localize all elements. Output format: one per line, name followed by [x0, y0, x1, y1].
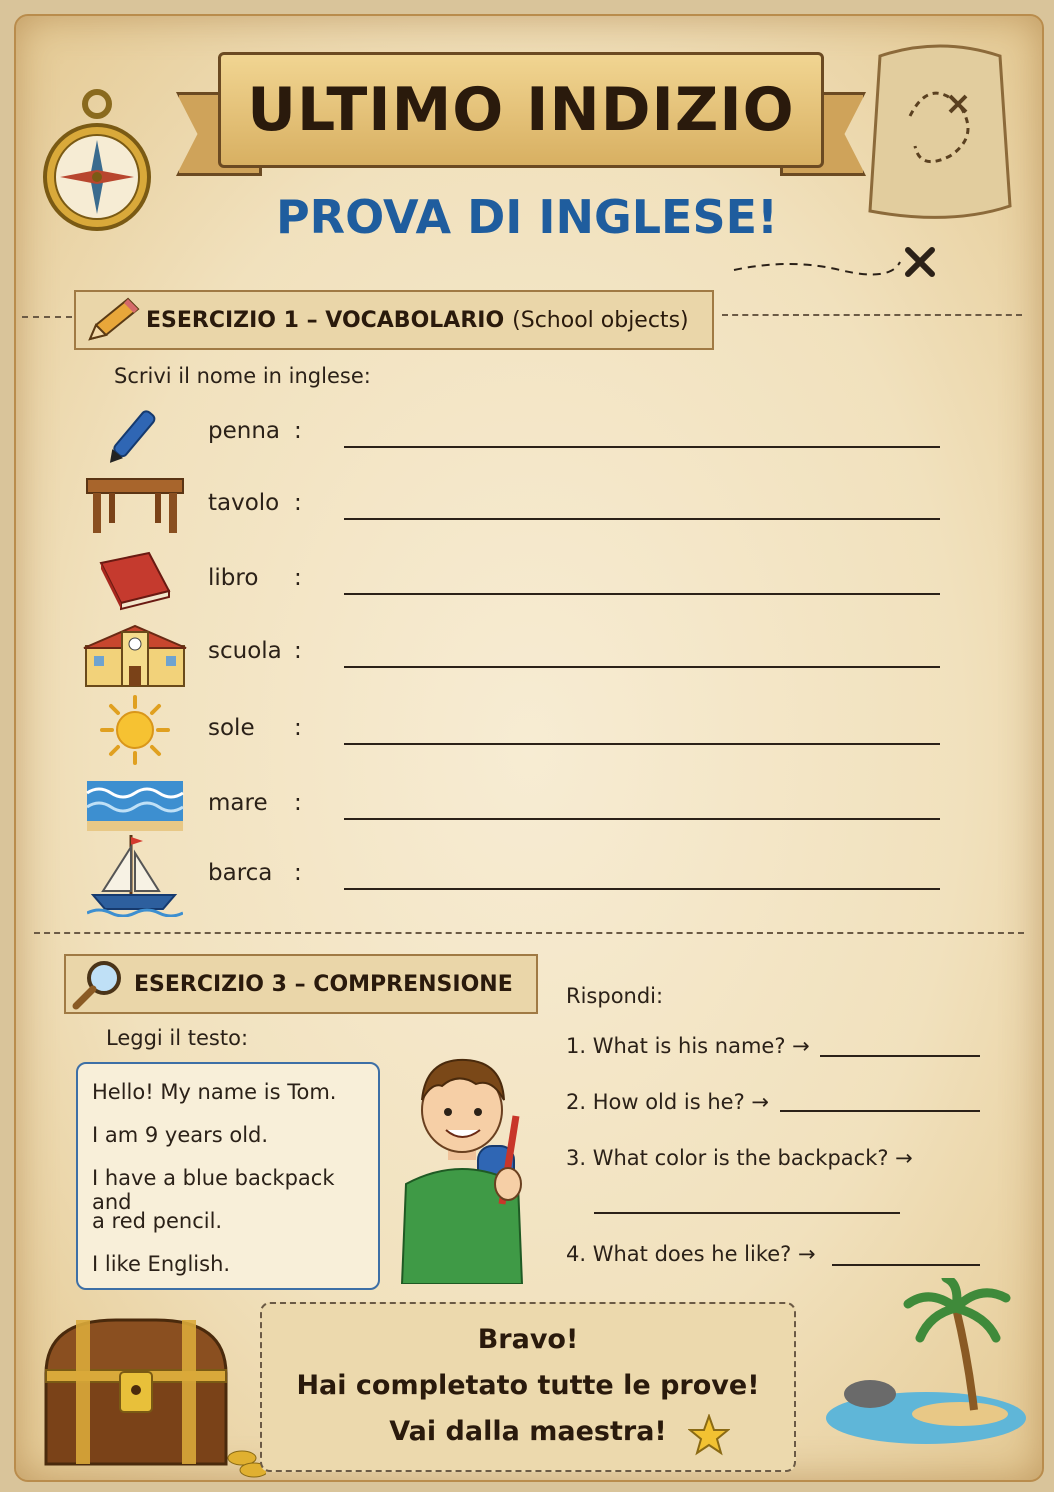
vocab-colon: : — [294, 490, 302, 516]
reading-line: I have a blue backpack and — [92, 1166, 335, 1214]
sea-icon — [80, 770, 190, 840]
exercise1-header — [74, 290, 714, 350]
vocab-row — [80, 770, 960, 840]
final-message-box — [260, 1302, 796, 1472]
section-divider — [34, 932, 1024, 934]
question-3: 3. What color is the backpack? → — [566, 1146, 913, 1170]
vocab-colon: : — [294, 565, 302, 591]
answer-line[interactable] — [344, 743, 940, 745]
exercise1-instruction: Scrivi il nome in inglese: — [114, 364, 371, 388]
answer-line-1[interactable] — [820, 1055, 980, 1057]
reading-line: I like English. — [92, 1252, 231, 1276]
reading-line: a red pencil. — [92, 1209, 223, 1233]
reading-line: Hello! My name is Tom. — [92, 1080, 337, 1104]
exercise3-title: ESERCIZIO 3 – COMPRENSIONE — [134, 971, 513, 997]
question-2: 2. How old is he? → — [566, 1090, 769, 1114]
magnifier-icon — [68, 956, 134, 1012]
divider-right — [722, 314, 1022, 316]
answer-line-4[interactable] — [832, 1264, 980, 1266]
school-icon — [80, 618, 190, 688]
vocab-word: scuola — [208, 638, 282, 664]
palm-island-icon — [810, 1278, 1030, 1448]
pencil-icon — [80, 295, 146, 345]
vocab-colon: : — [294, 638, 302, 664]
exercise1-title-suffix: (School objects) — [512, 307, 689, 333]
read-label: Leggi il testo: — [106, 1026, 249, 1050]
pen-icon — [80, 398, 190, 468]
boy-illustration — [382, 1034, 542, 1284]
answer-label: Rispondi: — [566, 984, 664, 1008]
vocab-row — [80, 470, 960, 540]
reading-text-box — [76, 1062, 380, 1290]
answer-line[interactable] — [344, 593, 940, 595]
vocab-word: penna — [208, 418, 280, 444]
vocab-word: tavolo — [208, 490, 280, 516]
vocab-row — [80, 695, 960, 765]
answer-line-3[interactable] — [594, 1212, 900, 1214]
final-line-1: Bravo! — [477, 1324, 579, 1355]
answer-line-2[interactable] — [780, 1110, 980, 1112]
treasure-chest-icon — [36, 1310, 266, 1480]
vocab-colon: : — [294, 418, 302, 444]
vocab-row — [80, 618, 960, 688]
vocab-row — [80, 398, 960, 468]
vocab-word: mare — [208, 790, 268, 816]
vocab-word: sole — [208, 715, 255, 741]
vocab-row — [80, 840, 960, 910]
answer-line[interactable] — [344, 818, 940, 820]
book-icon — [80, 545, 190, 615]
sun-icon — [80, 695, 190, 765]
divider-left — [22, 316, 72, 318]
boat-icon — [80, 840, 190, 910]
treasure-path-icon — [730, 240, 950, 290]
question-4: 4. What does he like? → — [566, 1242, 816, 1266]
final-line-2: Hai completato tutte le prove! — [296, 1370, 760, 1401]
title-banner — [218, 52, 824, 168]
page-title: ULTIMO INDIZIO — [247, 75, 795, 145]
answer-line[interactable] — [344, 888, 940, 890]
answer-line[interactable] — [344, 446, 940, 448]
exercise3-header — [64, 954, 538, 1014]
star-icon — [688, 1414, 730, 1456]
vocab-colon: : — [294, 715, 302, 741]
reading-line: I am 9 years old. — [92, 1123, 269, 1147]
answer-line[interactable] — [344, 518, 940, 520]
exercise1-title: ESERCIZIO 1 – VOCABOLARIO — [146, 307, 505, 333]
vocab-row — [80, 545, 960, 615]
answer-line[interactable] — [344, 666, 940, 668]
page-subtitle: PROVA DI INGLESE! — [275, 190, 779, 244]
question-1: 1. What is his name? → — [566, 1034, 810, 1058]
vocab-colon: : — [294, 860, 302, 886]
final-line-3: Vai dalla maestra! — [389, 1416, 667, 1447]
vocab-colon: : — [294, 790, 302, 816]
table-icon — [80, 470, 190, 540]
vocab-word: barca — [208, 860, 273, 886]
vocab-word: libro — [208, 565, 259, 591]
